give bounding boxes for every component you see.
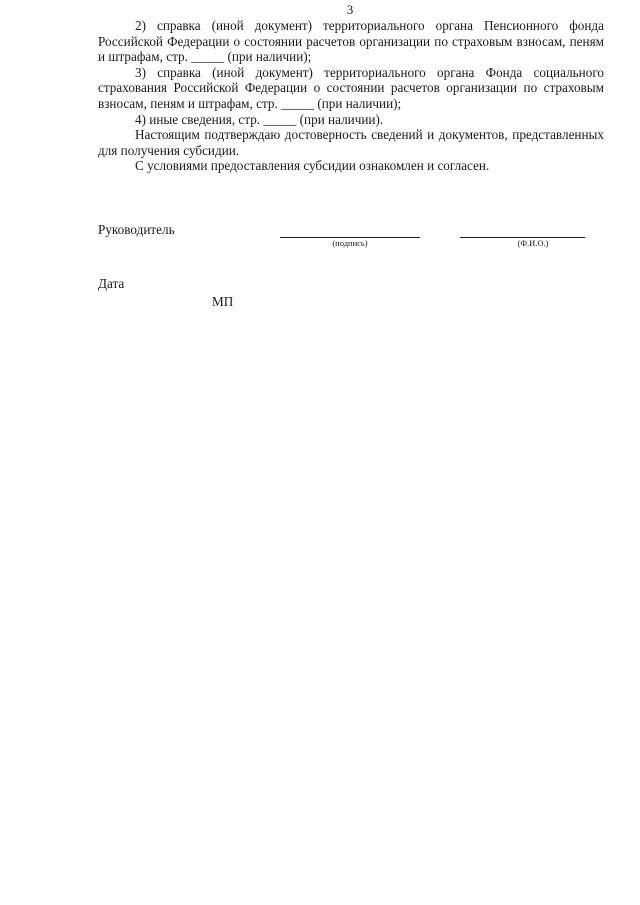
paragraph-pension-fund-certificate: 2) справка (иной документ) территориального органа Пенсионного фонда Российской Федерации о состоянии расчетов организации по страховым взносам, пеням и штрафам, стр. _____ (при наличии);: [98, 18, 604, 65]
signature-caption: (подпись): [332, 238, 368, 248]
fio-caption: (Ф.И.О.): [517, 238, 549, 248]
document-body: [98, 18, 604, 174]
paragraph-other-information: 4) иные сведения, стр. _____ (при наличии).: [135, 111, 384, 127]
page-number: 3: [346, 2, 354, 17]
stamp-label: МП: [212, 294, 234, 309]
paragraph-agreement: С условиями предоставления субсидии ознакомлен и согласен.: [135, 158, 490, 174]
fio-line: [460, 223, 585, 238]
paragraph-social-insurance-certificate: 3) справка (иной документ) территориального органа Фонда социального страхования Российской Федерации о состоянии расчетов организации по страховым взносам, пеням и штрафам, стр. _____ (при наличии);: [98, 64, 604, 111]
signature-block: [98, 222, 598, 262]
paragraph-confirmation: Настоящим подтверждаю достоверность сведений и документов, представленных для получения субсидии.: [98, 127, 604, 158]
date-label: Дата: [98, 276, 125, 291]
signature-line: [280, 223, 420, 238]
head-label: Руководитель: [98, 222, 175, 237]
